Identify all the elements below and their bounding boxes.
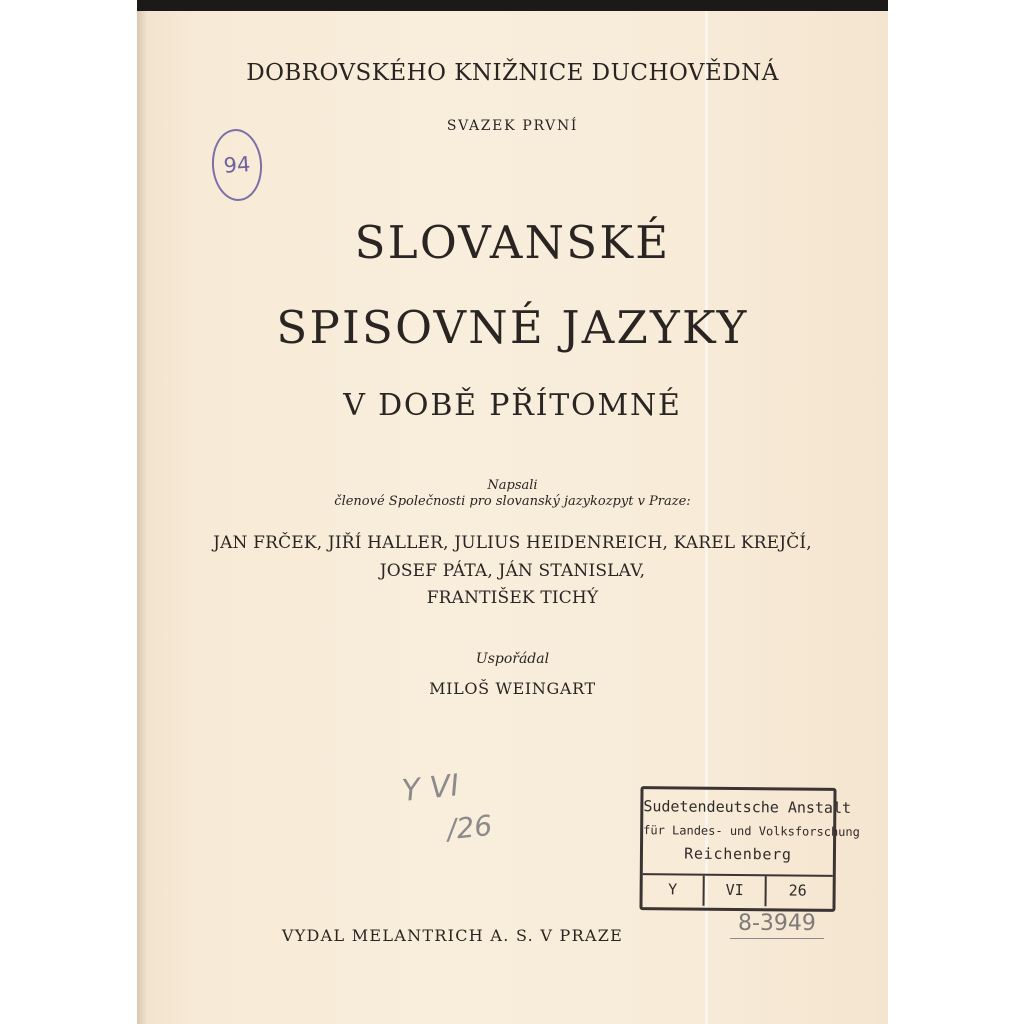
book-top-edge — [137, 0, 888, 11]
handwritten-circled-number: 94 — [210, 127, 265, 202]
library-stamp — [639, 786, 860, 912]
authors-line-3: FRANTIŠEK TICHÝ — [426, 588, 599, 608]
authors-intro: členové Společnosti pro slovanský jazykozpyt v Praze: — [334, 494, 691, 509]
authors-line-2: JOSEF PÁTA, JÁN STANISLAV, — [379, 561, 646, 581]
stamp-line-2: für Landes- und Volksforschung — [643, 823, 860, 840]
pencil-shelf-mark-number: /26 — [445, 808, 494, 847]
editor-label: Uspořádal — [475, 651, 550, 667]
pencil-inventory-number: 8-3949 — [730, 911, 824, 939]
series-title: DOBROVSKÉHO KNIŽNICE DUCHOVĚDNÁ — [246, 60, 779, 86]
subtitle: V DOBĚ PŘÍTOMNÉ — [343, 388, 682, 423]
stamp-line-3: Reichenberg — [684, 844, 792, 864]
binding-shadow — [137, 11, 147, 1024]
publisher-line: VYDAL MELANTRICH A. S. V PRAZE — [281, 926, 624, 945]
pencil-shelf-mark: Y VI — [400, 768, 461, 809]
volume-label: SVAZEK PRVNÍ — [446, 118, 579, 134]
title-line-2: SPISOVNÉ JAZYKY — [276, 301, 749, 354]
stamp-cell: Y — [668, 880, 678, 899]
stamp-line-1: Sudetendeutsche Anstalt — [643, 797, 852, 817]
stamp-cell: 26 — [788, 881, 807, 900]
written-by-label: Napsali — [487, 478, 538, 493]
authors-line-1: JAN FRČEK, JIŘÍ HALLER, JULIUS HEIDENREICH, KAREL KREJČÍ, — [213, 533, 812, 553]
title-line-1: SLOVANSKÉ — [354, 216, 671, 269]
stamp-cell: VI — [725, 880, 744, 900]
editor-name: MILOŠ WEINGART — [429, 679, 596, 698]
title-page — [137, 11, 888, 1024]
